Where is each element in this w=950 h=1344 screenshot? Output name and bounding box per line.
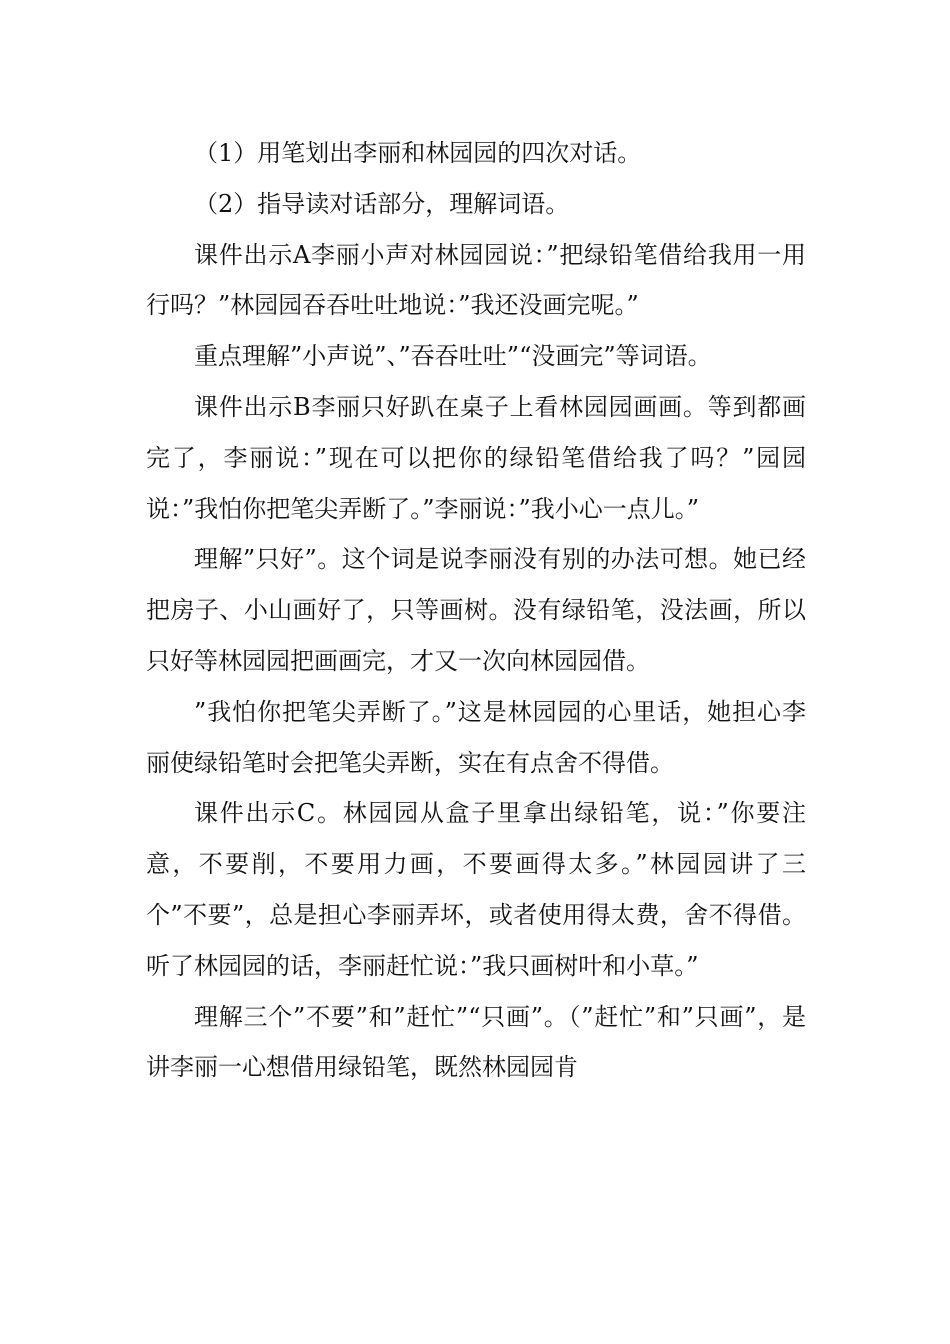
paragraph-5: 课件出示B李丽只好趴在桌子上看林园园画画。等到都画完了，李丽说：”现在可以把你的绿铅笔借给我了吗？”园园说：”我怕你把笔尖弄断了。”李丽说：”我小心一点儿。” [146, 392, 806, 523]
paragraph-8: 课件出示C。林园园从盒子里拿出绿铅笔，说：”你要注意，不要削，不要用力画，不要画得太多。”林园园讲了三个”不要”，总是担心李丽弄坏，或者使用得太费，舍不得借。听了林园园的话，李丽赶忙说：”我只画树叶和小草。” [146, 799, 806, 980]
paragraph-3: 课件出示A李丽小声对林园园说：”把绿铅笔借给我用一用行吗？”林园园吞吞吐吐地说：”我还没画完呢。” [146, 240, 806, 320]
paragraph-7: ”我怕你把笔尖弄断了。”这是林园园的心里话，她担心李丽使绿铅笔时会把笔尖弄断，实在有点舍不得借。 [146, 697, 806, 777]
paragraph-4: 重点理解”小声说”、”吞吞吐吐”“没画完”等词语。 [194, 342, 712, 371]
paragraph-2: （2）指导读对话部分，理解词语。 [194, 189, 570, 218]
paragraph-9: 理解三个”不要”和”赶忙”“只画”。（”赶忙”和”只画”，是讲李丽一心想借用绿铅笔，既然林园园肯 [146, 1002, 806, 1082]
document-body [146, 128, 806, 1093]
paragraph-1: （1）用笔划出李丽和林园园的四次对话。 [194, 139, 642, 167]
paragraph-6: 理解”只好”。这个词是说李丽没有别的办法可想。她已经把房子、小山画好了，只等画树。没有绿铅笔，没法画，所以只好等林园园把画画完，才又一次向林园园借。 [146, 545, 806, 675]
